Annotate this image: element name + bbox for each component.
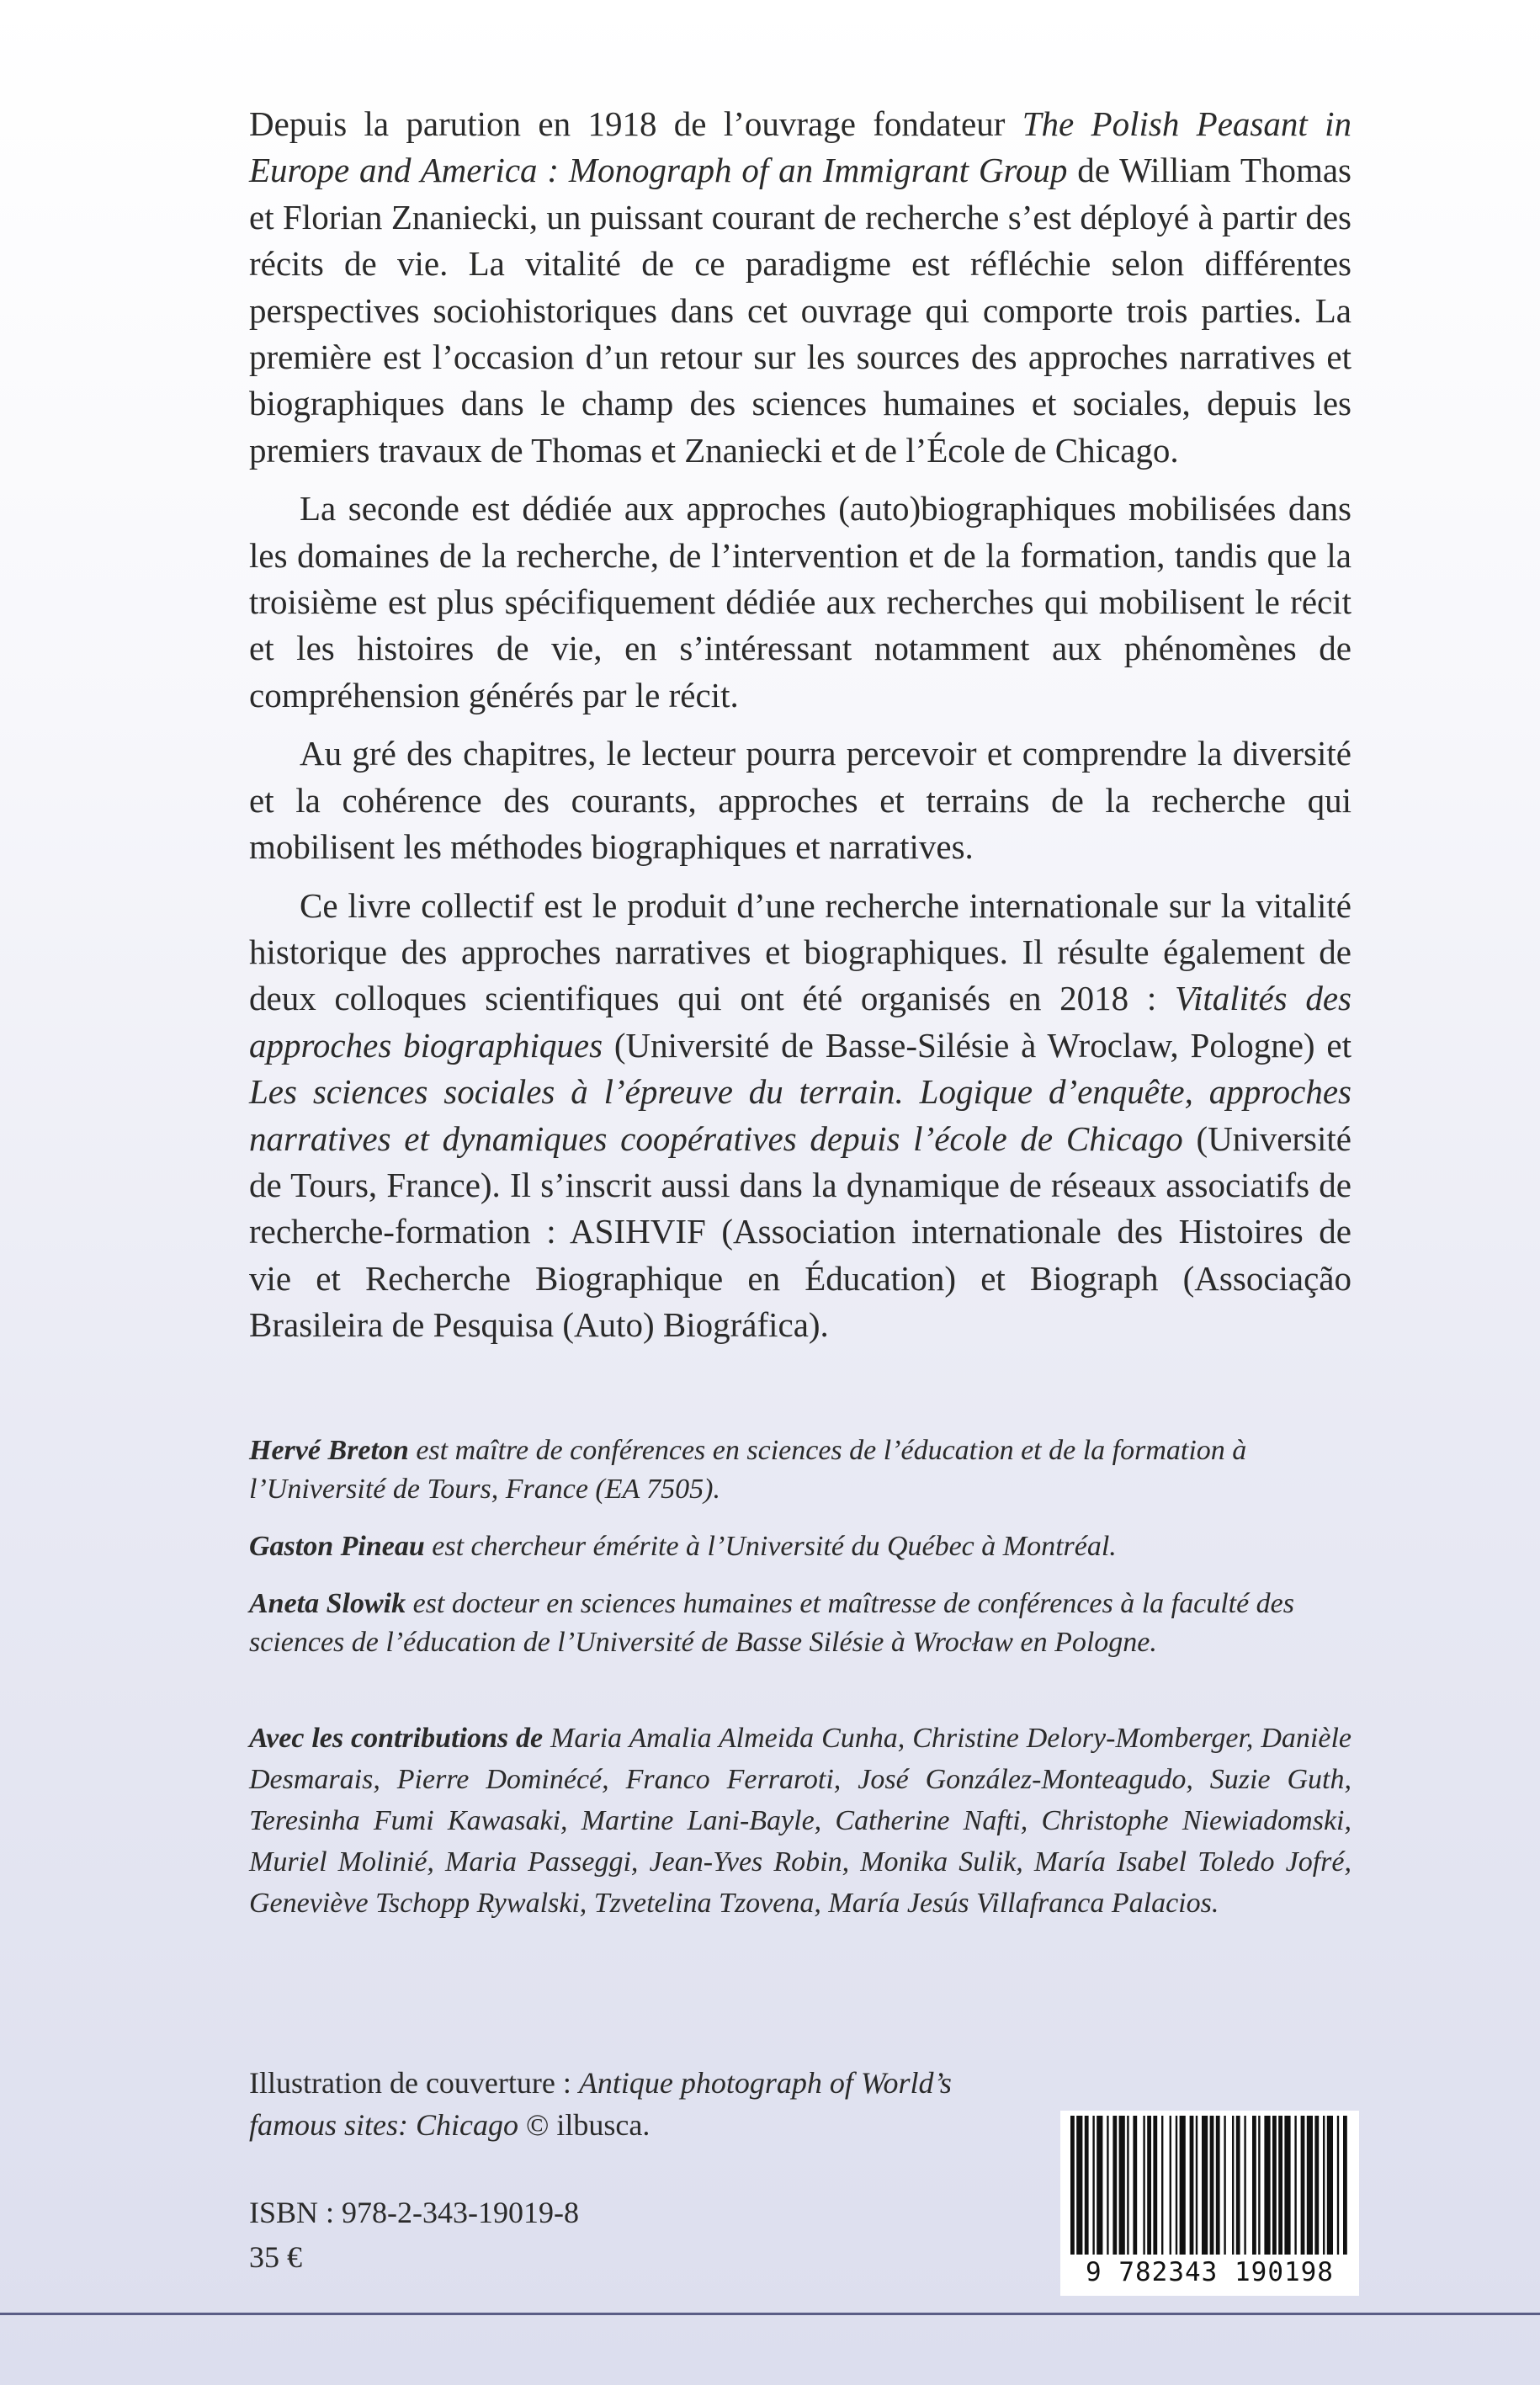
author-bio: Gaston Pineau est chercheur émérite à l’Université du Québec à Montréal. — [249, 1530, 1117, 1562]
barcode-bar — [1314, 2116, 1319, 2255]
barcode-bar — [1127, 2116, 1128, 2255]
book-title-polish-peasant: The Polish Peasant in Europe and America : Monograph of an Immigrant Group — [249, 104, 1351, 190]
summary-paragraph-3: Au gré des chapitres, le lecteur pourra percevoir et comprendre la diversité et la cohérence des courants, approches et terrains de la recherche qui mobilisent les méthodes biographiques et narratives. — [249, 734, 1351, 867]
summary-paragraph-1: Depuis la parution en 1918 de l’ouvrage fondateur The Polish Peasant in Europe and America : Monograph of an Immigrant Group de William Thomas et Florian Znaniecki, un puissant courant de recherche s’est déployé à partir des récits de vie. La vitalité de ce paradigme est réfléchie selon différentes perspectives sociohistoriques dans cet ouvrage qui comporte trois parties. La première est l’occasion d’un retour sur les sources des approches narratives et biographiques dans le champ des sciences humaines et sociales, depuis les premiers travaux de Thomas et Znaniecki et de l’École de Chicago. — [249, 104, 1352, 470]
author-bios — [249, 1432, 1351, 1662]
contributors-list: Avec les contributions de Maria Amalia Almeida Cunha, Christine Delory-Momberger, Danièle Desmarais, Pierre Dominécé, Franco Ferraroti, José González-Monteagudo, Suzie Guth, Teresinha Fumi Kawasaki, Martine Lani-Bayle, Catherine Nafti, Christophe Niewiadomski, Muriel Molinié, Maria Passeggi, Jean-Yves Robin, Monika Sulik, María Isabel Toledo Jofré, Geneviève Tschopp Rywalski, Tzvetelina Tzovena, María Jesús Villafranca Palacios. — [249, 1722, 1351, 1919]
summary — [249, 101, 1351, 1349]
barcode-bar — [1196, 2116, 1197, 2255]
barcode-bar — [1092, 2116, 1094, 2255]
bottom-rule — [0, 2313, 1540, 2315]
barcode-bar — [1147, 2116, 1151, 2255]
barcode-bar — [1278, 2116, 1282, 2255]
barcode-digits: 9 782343 190198 — [1086, 2257, 1334, 2287]
barcode-bar — [1107, 2116, 1108, 2255]
barcode-bar — [1202, 2116, 1208, 2255]
illustration-title: Antique photograph of World’s famous sites: Chicago — [249, 2066, 952, 2142]
barcode-bar — [1258, 2116, 1260, 2255]
barcode-bar — [1284, 2116, 1290, 2255]
barcode-bar — [1272, 2116, 1277, 2255]
summary-paragraph-4: Ce livre collectif est le produit d’une recherche internationale sur la vitalité historique des approches narratives et biographiques. Il résulte également de deux colloques scientifiques qui ont été organisés en 2018 : Vitalités des approches biographiques (Université de Basse-Silésie à Wroclaw, Pologne) et Les sciences sociales à l’épreuve du terrain. Logique d’enquête, approches narratives et dynamiques coopératives depuis l’école de Chicago (Université de Tours, France). Il s’inscrit aussi dans la dynamique de réseaux associatifs de recherche-formation : ASIHVIF (Association internationale des Histoires de vie et Recherche Biographique en Éducation) et Biograph (Associação Brasileira de Pesquisa (Auto) Biográfica). — [249, 885, 1351, 1345]
barcode-bar — [1190, 2116, 1194, 2255]
barcode-bar — [1119, 2116, 1125, 2255]
barcode-bar — [1143, 2116, 1144, 2255]
colloquium-title-1: Vitalités des approches biographiques — [249, 979, 1351, 1065]
barcode-bar — [1070, 2116, 1075, 2255]
barcode-bar — [1224, 2116, 1225, 2255]
barcode-bar — [1294, 2116, 1296, 2255]
barcode-bar — [1176, 2116, 1177, 2255]
back-cover-content — [249, 101, 1351, 1924]
barcode-bar — [1113, 2116, 1117, 2255]
barcode-bar — [1327, 2116, 1333, 2255]
barcode-bar — [1264, 2116, 1270, 2255]
summary-paragraph-2: La seconde est dédiée aux approches (auto)biographiques mobilisées dans les domaines de la recherche, de l’intervention et de la formation, tandis que la troisième est plus spécifiquement dédiée aux recherches qui mobilisent le récit et les histoires de vie, en s’intéressant notamment aux phénomènes de compréhension générés par le récit. — [249, 489, 1351, 714]
barcode-bar — [1307, 2116, 1313, 2255]
barcode-bar — [1236, 2116, 1240, 2255]
barcode-bar — [1085, 2116, 1089, 2255]
contributors — [249, 1718, 1351, 1924]
barcode-bar — [1097, 2116, 1102, 2255]
isbn: ISBN : 978-2-343-19019-8 — [249, 2196, 579, 2229]
barcode-bar — [1153, 2116, 1157, 2255]
author-bio: Hervé Breton est maître de conférences en sciences de l’éducation et de la formation à l’Université de Tours, France (EA 7505). — [249, 1434, 1247, 1505]
barcode-bar — [1337, 2116, 1339, 2255]
author-name: Gaston Pineau — [249, 1530, 425, 1562]
barcode-bar — [1252, 2116, 1256, 2255]
barcode-bars — [1067, 2116, 1352, 2255]
author-bio: Aneta Slowik est docteur en sciences humaines et maîtresse de conférences à la faculté des sciences de l’éducation de l’Université de Basse Silésie à Wrocław en Pologne. — [249, 1587, 1295, 1658]
barcode-bar — [1210, 2116, 1214, 2255]
barcode-bar — [1180, 2116, 1186, 2255]
barcode-bar — [1133, 2116, 1137, 2255]
barcode-bar — [1323, 2116, 1325, 2255]
author-name: Aneta Slowik — [249, 1587, 406, 1619]
cover-illustration-credit: Illustration de couverture : Antique photograph of World’s famous sites: Chicago © ilbusca. — [249, 2066, 952, 2142]
barcode-bar — [1301, 2116, 1305, 2255]
barcode-bar — [1232, 2116, 1234, 2255]
barcode-bar — [1216, 2116, 1220, 2255]
barcode — [1060, 2111, 1359, 2296]
price: 35 € — [249, 2240, 302, 2274]
barcode-bar — [1170, 2116, 1171, 2255]
author-name: Hervé Breton — [249, 1434, 409, 1466]
barcode-bar — [1076, 2116, 1082, 2255]
barcode-bar — [1343, 2116, 1347, 2255]
barcode-bar — [1161, 2116, 1163, 2255]
contributors-lead: Avec les contributions de — [249, 1722, 544, 1754]
barcode-bar — [1244, 2116, 1245, 2255]
colloquium-title-2: Les sciences sociales à l’épreuve du terrain. Logique d’enquête, approches narratives et dynamiques coopératives depuis l’école de Chicago — [249, 1072, 1351, 1158]
